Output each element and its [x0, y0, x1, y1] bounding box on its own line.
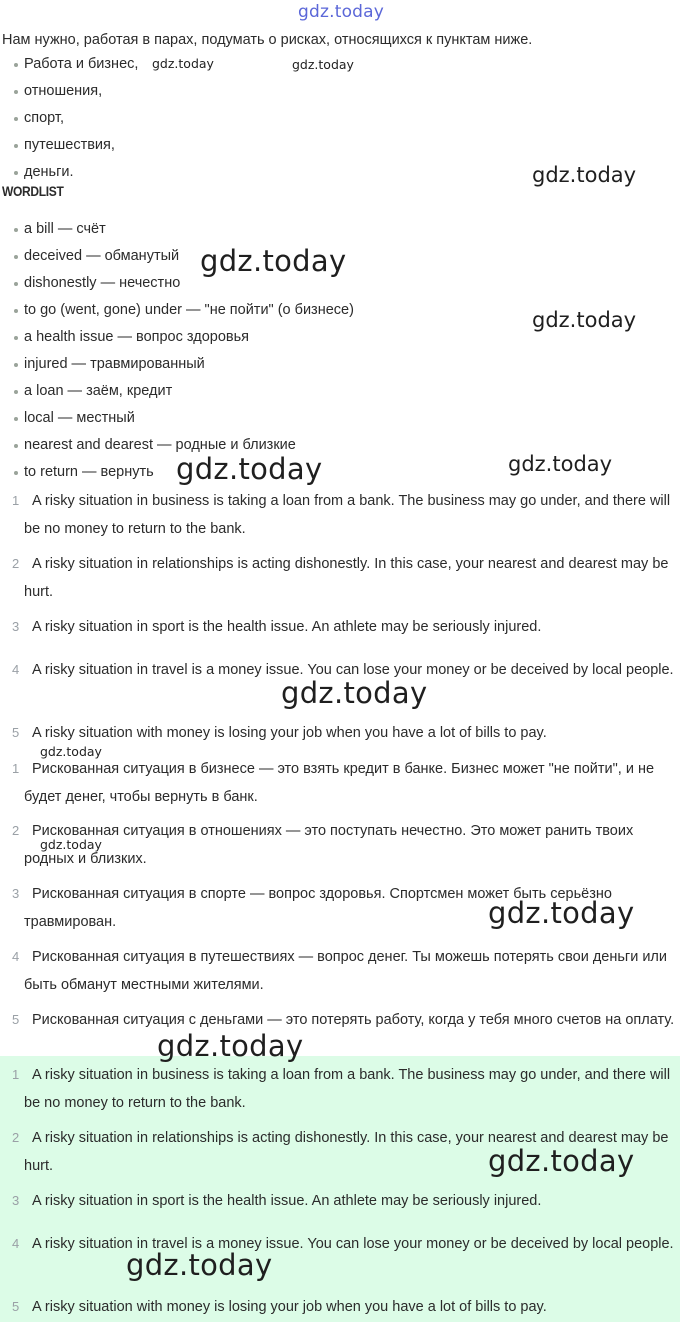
answer-number: 4	[12, 949, 20, 964]
answer-text: Рискованная ситуация в отношениях — это поступать нечестно. Это может ранить твоих родных и близких.	[24, 823, 634, 867]
answer-number: 3	[12, 1193, 20, 1208]
answer-text: Рискованная ситуация с деньгами — это потерять работу, когда у тебя много счетов на оплату.	[32, 1012, 675, 1028]
answer-text: A risky situation in travel is a money issue. You can lose your money or be deceived by local people.	[32, 662, 674, 678]
site-logo[interactable]: gdz.today	[298, 2, 385, 22]
answer-text: A risky situation in business is taking a loan from a bank. The business may go under, and there will be no money to return to the bank.	[24, 1067, 671, 1111]
answer-number: 4	[12, 1236, 20, 1251]
watermark: gdz.today	[508, 452, 613, 476]
watermark: gdz.today	[488, 896, 635, 930]
answer-number: 5	[12, 725, 20, 740]
list-item: Работа и бизнес,	[12, 56, 138, 83]
answer-number: 2	[12, 1130, 20, 1145]
answer-text: A risky situation in travel is a money issue. You can lose your money or be deceived by local people.	[32, 1236, 674, 1252]
answer-text: A risky situation with money is losing your job when you have a lot of bills to pay.	[32, 1299, 547, 1315]
topics-list	[12, 56, 138, 191]
list-item: dishonestly — нечестно	[12, 275, 354, 302]
answer-number: 3	[12, 886, 20, 901]
answer-text: A risky situation in relationships is acting dishonestly. In this case, your nearest and dearest may be hurt.	[24, 556, 669, 600]
watermark: gdz.today	[152, 56, 214, 71]
answer-number: 1	[12, 1067, 20, 1082]
answer-text: A risky situation in business is taking a loan from a bank. The business may go under, and there will be no money to return to the bank.	[24, 493, 671, 537]
list-item: local — местный	[12, 410, 354, 437]
wordlist-title: WORDLIST	[2, 183, 64, 199]
list-item: to return — вернуть	[12, 464, 354, 491]
answer-number: 5	[12, 1299, 20, 1314]
watermark: gdz.today	[200, 244, 347, 278]
watermark: gdz.today	[176, 452, 323, 486]
answer-text: Рискованная ситуация в спорте — вопрос здоровья. Спортсмен может быть серьёзно травмирован.	[24, 886, 612, 930]
answer-number: 1	[12, 761, 20, 776]
watermark: gdz.today	[40, 837, 102, 852]
watermark: gdz.today	[292, 57, 354, 72]
list-item: спорт,	[12, 110, 138, 137]
watermark: gdz.today	[126, 1248, 273, 1282]
list-item: деньги.	[12, 164, 138, 191]
answer-text: Рискованная ситуация в путешествиях — вопрос денег. Ты можешь потерять свои деньги или быть обманут местными жителями.	[24, 949, 667, 993]
answer-number: 1	[12, 493, 20, 508]
list-item: путешествия,	[12, 137, 138, 164]
list-item: nearest and dearest — родные и близкие	[12, 437, 354, 464]
answer-number: 5	[12, 1012, 20, 1027]
list-item: deceived — обманутый	[12, 248, 354, 275]
list-item: to go (went, gone) under — "не пойти" (о бизнесе)	[12, 302, 354, 329]
list-item: отношения,	[12, 83, 138, 110]
list-item: a health issue — вопрос здоровья	[12, 329, 354, 356]
watermark: gdz.today	[281, 676, 428, 710]
answer-text: A risky situation with money is losing your job when you have a lot of bills to pay.	[32, 725, 547, 741]
watermark: gdz.today	[40, 744, 102, 759]
answer-number: 4	[12, 662, 20, 677]
task-intro: Нам нужно, работая в парах, подумать о рисках, относящихся к пунктам ниже.	[2, 32, 533, 48]
answer-text: A risky situation in sport is the health issue. An athlete may be seriously injured.	[32, 1193, 542, 1209]
answer-text: A risky situation in sport is the health issue. An athlete may be seriously injured.	[32, 619, 542, 635]
list-item: injured — травмированный	[12, 356, 354, 383]
wordlist	[12, 221, 354, 491]
answer-number: 2	[12, 556, 20, 571]
answer-number: 2	[12, 823, 20, 838]
answer-text: A risky situation in relationships is acting dishonestly. In this case, your nearest and dearest may be hurt.	[24, 1130, 669, 1174]
watermark: gdz.today	[157, 1029, 304, 1063]
answer-text: Рискованная ситуация в бизнесе — это взять кредит в банке. Бизнес может "не пойти", и не будет денег, чтобы вернуть в банк.	[24, 761, 655, 805]
watermark: gdz.today	[532, 163, 637, 187]
list-item: a loan — заём, кредит	[12, 383, 354, 410]
watermark: gdz.today	[488, 1144, 635, 1178]
watermark: gdz.today	[532, 308, 637, 332]
answer-number: 3	[12, 619, 20, 634]
list-item: a bill — счёт	[12, 221, 354, 248]
